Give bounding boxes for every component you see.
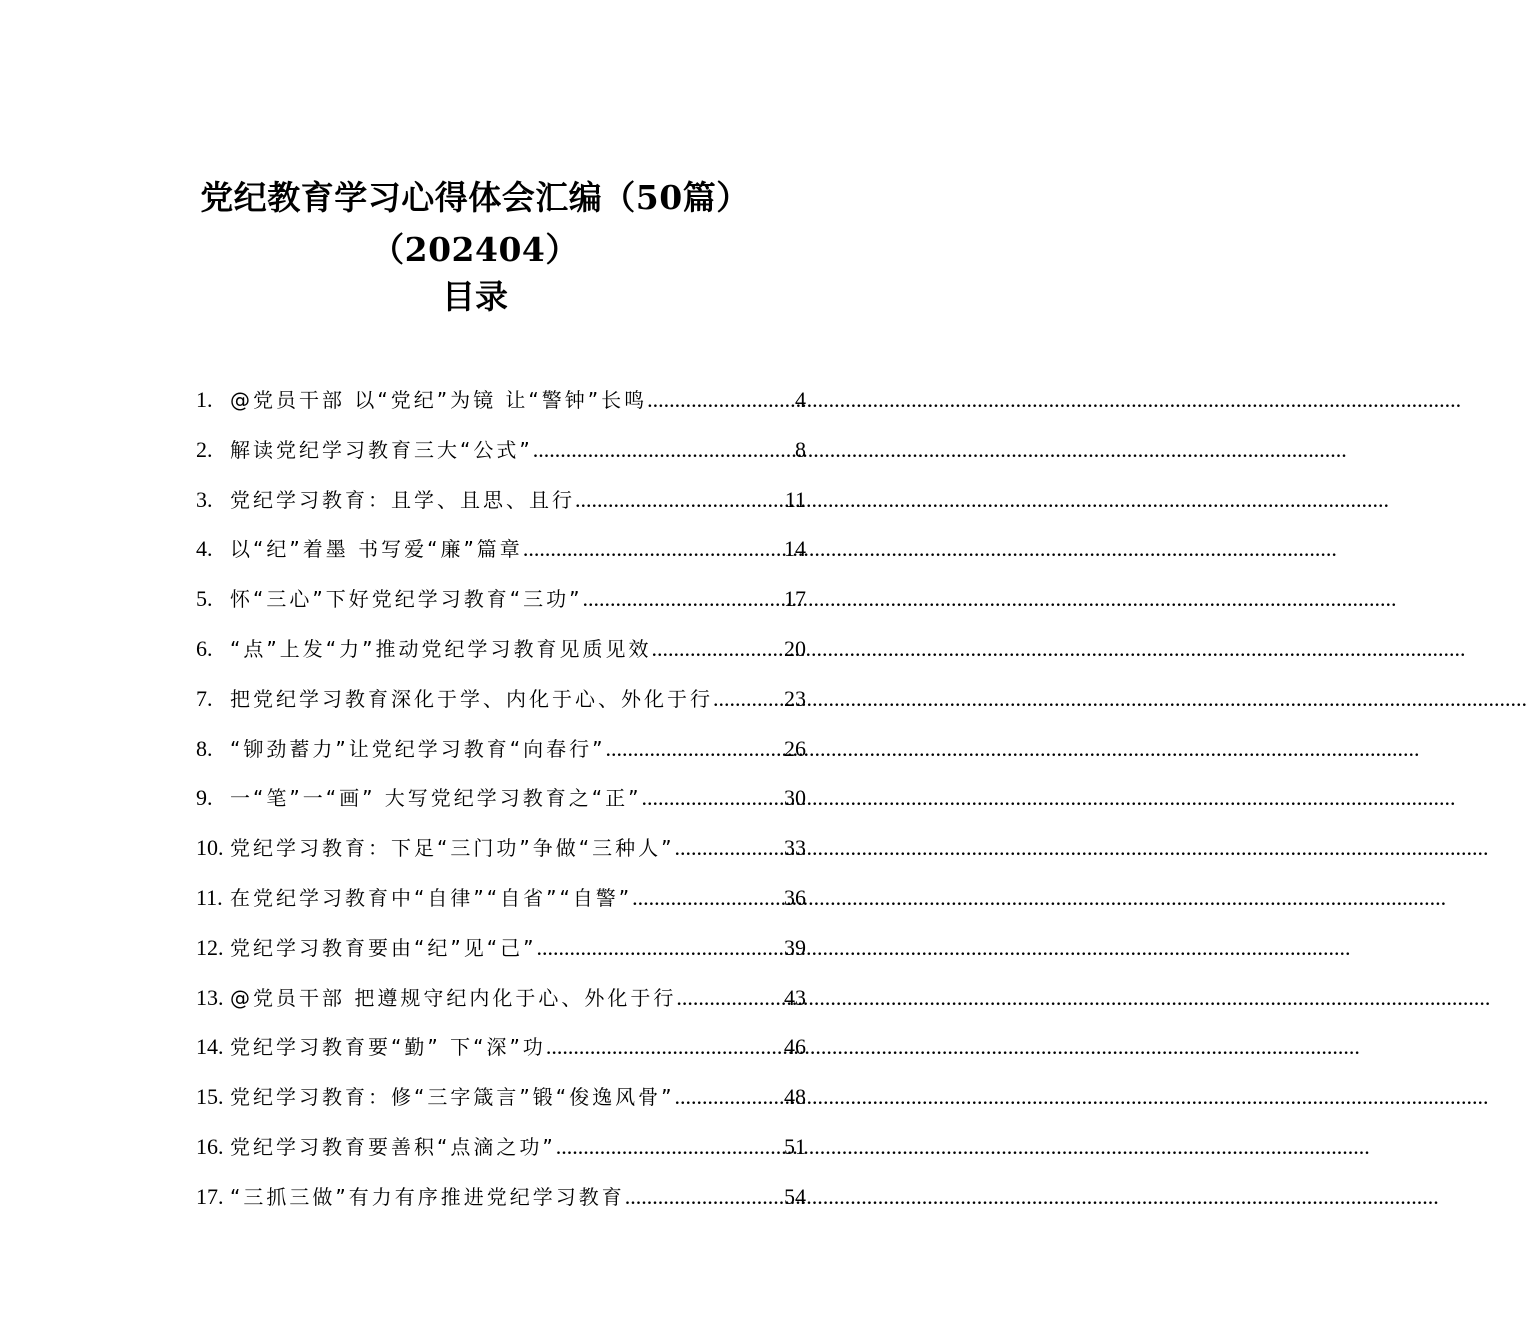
toc-entry-title: 党纪学习教育要由“纪”见“己” <box>230 935 537 960</box>
toc-entry[interactable] <box>196 1172 806 1222</box>
toc-entry[interactable] <box>196 375 806 425</box>
toc-entry-page: 23 <box>784 685 806 711</box>
toc-entry[interactable] <box>196 574 806 624</box>
toc-entry-number: 10. <box>196 835 224 861</box>
toc-entry-number: 8. <box>196 735 213 761</box>
toc-entry-title: 党纪学习教育：下足“三门功”争做“三种人” <box>230 836 675 861</box>
toc-dot-leader <box>676 973 784 1023</box>
toc-entry-title: 党纪学习教育要“勤” 下“深”功 <box>230 1035 546 1060</box>
document-title: 党纪教育学习心得体会汇编（50篇）（202404） <box>200 178 750 269</box>
toc-entry-title: “铆劲蓄力”让党纪学习教育“向春行” <box>230 736 606 761</box>
toc-entry[interactable] <box>196 1022 806 1072</box>
toc-entry-number: 3. <box>196 486 213 512</box>
toc-entry[interactable] <box>196 475 806 525</box>
toc-entry-number: 12. <box>196 934 224 960</box>
toc-entry[interactable] <box>196 823 806 873</box>
toc-entry-title: 党纪学习教育要善积“点滴之功” <box>230 1134 556 1159</box>
toc-entry-number: 2. <box>196 436 213 462</box>
toc-entry-title: @党员干部 把遵规守纪内化于心、外化于行 <box>230 985 677 1010</box>
toc-dot-leader <box>625 1172 784 1222</box>
toc-entry-title: 把党纪学习教育深化于学、内化于心、外化于行 <box>230 686 713 711</box>
toc-entry-number: 9. <box>196 785 213 811</box>
toc-dot-leader <box>674 823 784 873</box>
toc-dot-leader <box>575 475 785 525</box>
toc-entry[interactable] <box>196 1122 806 1172</box>
toc-entry-title: 党纪学习教育：且学、且思、且行 <box>230 487 575 512</box>
toc-entry-number: 17. <box>196 1183 224 1209</box>
toc-entry-title: 党纪学习教育：修“三字箴言”锻“俊逸风骨” <box>230 1085 675 1110</box>
toc-entry-title: “三抓三做”有力有序推进党纪学习教育 <box>230 1184 625 1209</box>
toc-entry-page: 30 <box>784 785 806 811</box>
toc-entry-number: 7. <box>196 685 213 711</box>
toc-entry-page: 20 <box>784 635 806 661</box>
toc-entry-number: 15. <box>196 1084 224 1110</box>
toc-entry-number: 11. <box>196 884 223 910</box>
toc-entry-page: 8 <box>795 436 806 462</box>
toc-dot-leader <box>536 923 784 973</box>
toc-heading: 目录 <box>442 277 508 316</box>
toc-entry-title: 一“笔”一“画” 大写党纪学习教育之“正” <box>230 786 642 811</box>
table-of-contents <box>196 375 806 1222</box>
toc-entry-title: 怀“三心”下好党纪学习教育“三功” <box>230 587 583 612</box>
toc-entry[interactable] <box>196 674 806 724</box>
toc-entry-page: 54 <box>784 1183 806 1209</box>
toc-entry[interactable] <box>196 973 806 1023</box>
toc-dot-leader <box>556 1122 784 1172</box>
toc-entry-number: 5. <box>196 586 213 612</box>
toc-entry[interactable] <box>196 524 806 574</box>
toc-entry-page: 43 <box>784 984 806 1010</box>
toc-entry-title: 以“纪”着墨 书写爱“廉”篇章 <box>230 537 523 562</box>
toc-entry[interactable] <box>196 923 806 973</box>
toc-entry-page: 33 <box>784 835 806 861</box>
toc-entry[interactable] <box>196 873 806 923</box>
toc-entry-title: 在党纪学习教育中“自律”“自省”“自警” <box>230 885 633 910</box>
toc-dot-leader <box>605 724 784 774</box>
toc-entry-page: 51 <box>784 1133 806 1159</box>
toc-entry-page: 46 <box>784 1034 806 1060</box>
toc-entry-number: 4. <box>196 536 213 562</box>
toc-dot-leader <box>647 375 795 425</box>
toc-dot-leader <box>533 425 795 475</box>
toc-dot-leader <box>523 524 784 574</box>
toc-entry[interactable] <box>196 425 806 475</box>
toc-entry-page: 17 <box>784 586 806 612</box>
toc-entry-page: 14 <box>784 536 806 562</box>
toc-dot-leader <box>651 624 784 674</box>
toc-entry-title: “点”上发“力”推动党纪学习教育见质见效 <box>230 636 652 661</box>
toc-entry-number: 13. <box>196 984 224 1010</box>
toc-dot-leader <box>713 674 784 724</box>
toc-entry-page: 11 <box>784 486 806 512</box>
toc-dot-leader <box>642 773 784 823</box>
toc-entry-page: 4 <box>795 387 806 412</box>
toc-entry[interactable] <box>196 1072 806 1122</box>
toc-dot-leader <box>632 873 784 923</box>
toc-entry-number: 16. <box>196 1133 224 1159</box>
toc-entry-number: 6. <box>196 635 213 661</box>
toc-entry-page: 36 <box>784 884 806 910</box>
toc-entry[interactable] <box>196 773 806 823</box>
toc-entry[interactable] <box>196 724 806 774</box>
toc-entry-page: 39 <box>784 934 806 960</box>
toc-entry-title: 解读党纪学习教育三大“公式” <box>230 437 533 462</box>
toc-dot-leader <box>674 1072 784 1122</box>
toc-dot-leader <box>546 1022 784 1072</box>
toc-entry-title: @党员干部 以“党纪”为镜 让“警钟”长鸣 <box>230 388 648 412</box>
toc-entry-number: 1. <box>196 387 213 412</box>
toc-dot-leader <box>582 574 784 624</box>
toc-entry-page: 26 <box>784 735 806 761</box>
toc-entry[interactable] <box>196 624 806 674</box>
toc-entry-number: 14. <box>196 1034 224 1060</box>
toc-entry-page: 48 <box>784 1084 806 1110</box>
